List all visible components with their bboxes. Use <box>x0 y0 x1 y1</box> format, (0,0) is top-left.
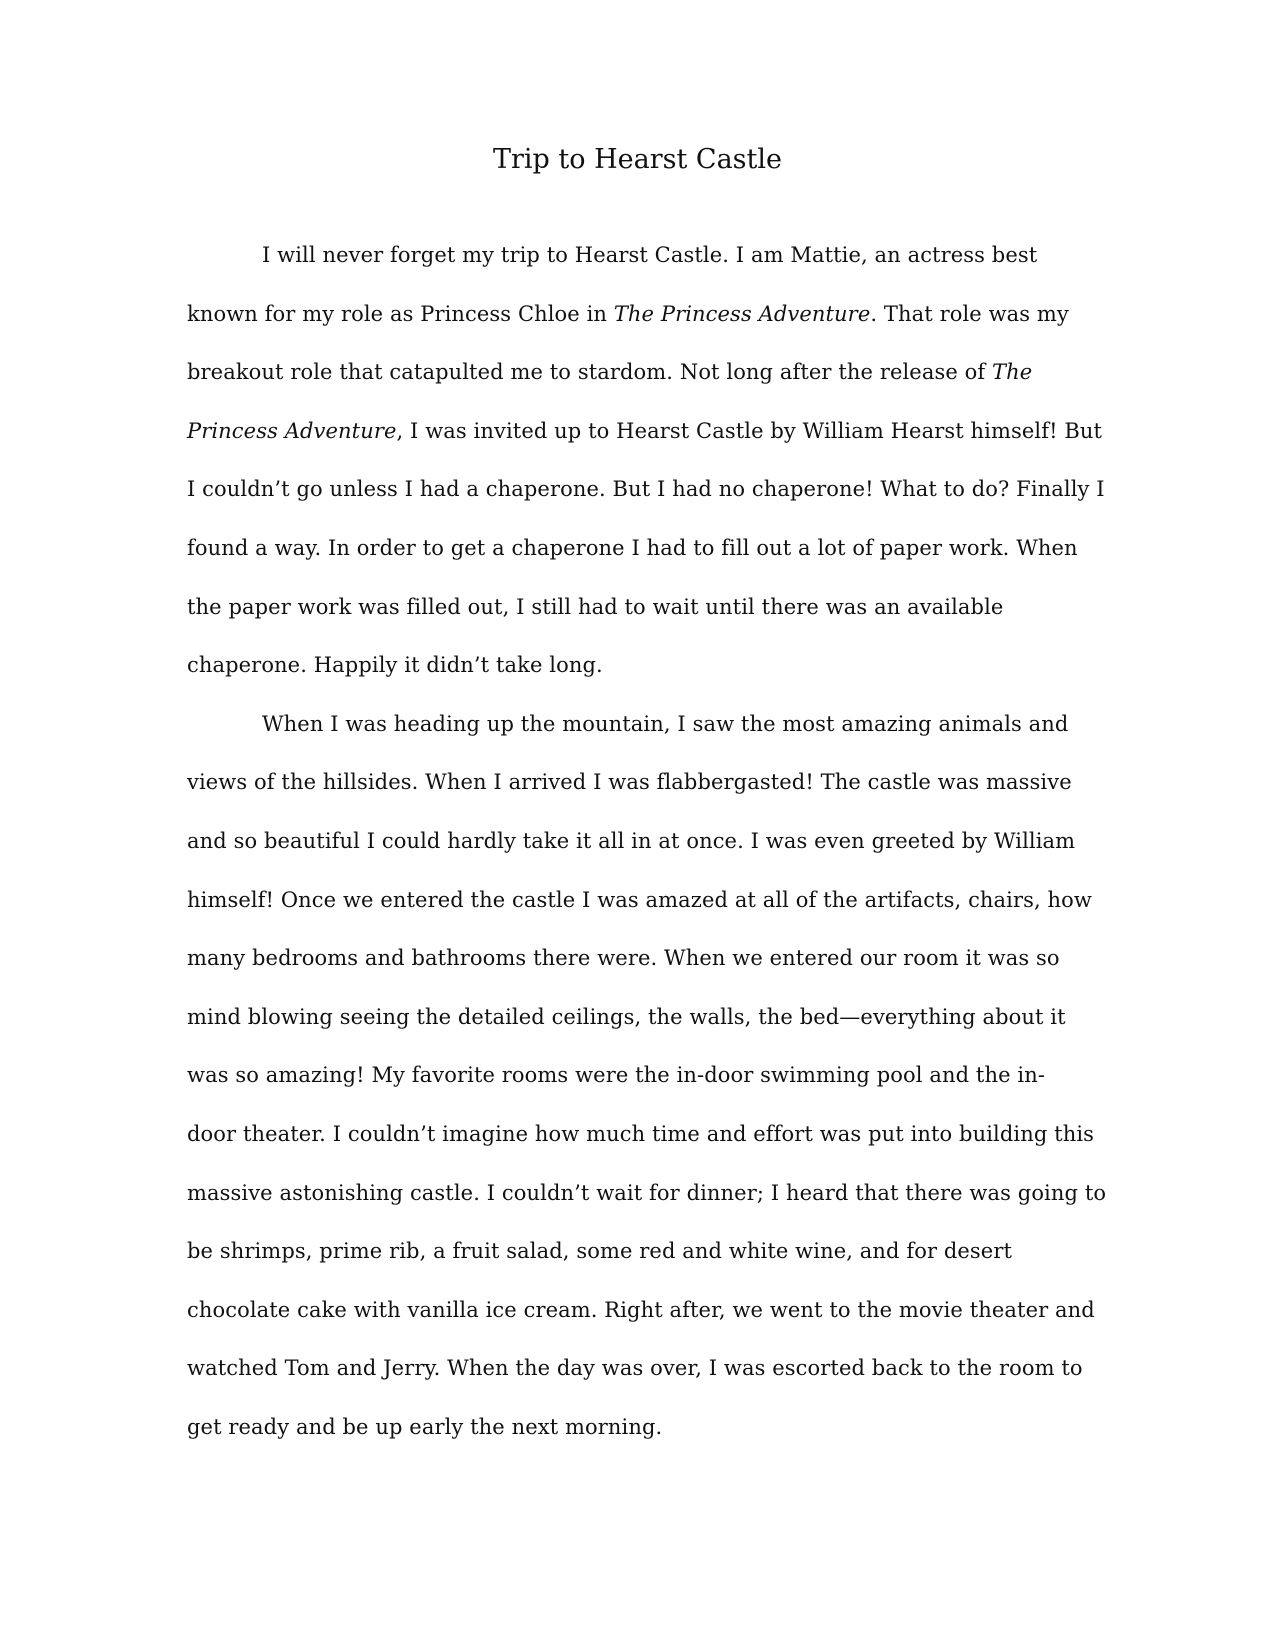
text-segment: I couldn’t go unless I had a chaperone. But I had no chaperone! What to do? Finally I <box>187 477 1105 502</box>
italic-text: The Princess Adventure <box>613 301 871 326</box>
text-segment: views of the hillsides. When I arrived I was flabbergasted! The castle was massive <box>187 770 1072 795</box>
text-segment: massive astonishing castle. I couldn’t wait for dinner; I heard that there was going to <box>187 1180 1107 1205</box>
text-line <box>187 885 1092 944</box>
text-segment: the paper work was filled out, I still had to wait until there was an available <box>187 594 1004 619</box>
text-line <box>187 1412 1087 1471</box>
text-segment: chaperone. Happily it didn’t take long. <box>187 653 603 678</box>
text-segment: found a way. In order to get a chaperone I had to fill out a lot of paper work. When <box>187 535 1078 560</box>
text-segment: I will never forget my trip to Hearst Castle. I am Mattie, an actress best <box>262 243 1038 267</box>
text-line <box>187 240 1087 299</box>
text-line <box>187 1002 1087 1061</box>
text-segment: many bedrooms and bathrooms there were. When we entered our room it was so <box>187 946 1060 971</box>
text-segment: get ready and be up early the next morning. <box>187 1414 663 1439</box>
text-line <box>187 943 1087 1002</box>
text-segment: breakout role that catapulted me to stardom. Not long after the release of <box>187 360 993 385</box>
text-line <box>187 357 1087 416</box>
paragraph <box>187 709 1107 1471</box>
text-line <box>187 474 1105 533</box>
text-segment: be shrimps, prime rib, a fruit salad, some red and white wine, and for desert <box>187 1239 1013 1264</box>
text-line <box>187 299 1087 358</box>
document-title: Trip to Hearst Castle <box>493 144 782 175</box>
text-segment: and so beautiful I could hardly take it all in at once. I was even greeted by William <box>187 828 1076 853</box>
document-body <box>187 240 1107 1470</box>
text-line <box>187 1236 1087 1295</box>
text-segment: watched Tom and Jerry. When the day was over, I was escorted back to the room to <box>187 1356 1083 1381</box>
text-segment: chocolate cake with vanilla ice cream. Right after, we went to the movie theater and <box>187 1297 1095 1322</box>
text-line <box>187 826 1087 885</box>
text-line <box>187 1119 1095 1178</box>
text-segment: When I was heading up the mountain, I saw the most amazing animals and <box>262 711 1069 736</box>
text-line <box>187 416 1103 475</box>
paragraph <box>187 240 1105 709</box>
text-line <box>187 592 1087 651</box>
italic-text: Princess Adventure <box>187 418 397 443</box>
text-segment: door theater. I couldn’t imagine how much time and effort was put into building this <box>187 1121 1095 1146</box>
text-line <box>187 767 1087 826</box>
text-line <box>187 1353 1087 1412</box>
text-segment: mind blowing seeing the detailed ceilings, the walls, the bed—everything about it <box>187 1004 1066 1029</box>
text-line <box>187 1178 1107 1237</box>
text-line <box>187 533 1087 592</box>
text-line <box>187 709 1087 768</box>
text-segment: . That role was my <box>870 301 1069 326</box>
text-line <box>187 1295 1095 1354</box>
text-segment: , I was invited up to Hearst Castle by William Hearst himself! But <box>396 418 1103 443</box>
text-line <box>187 650 1087 709</box>
text-segment: known for my role as Princess Chloe in <box>187 301 614 326</box>
text-line <box>187 1060 1087 1119</box>
text-segment: himself! Once we entered the castle I was amazed at all of the artifacts, chairs, how <box>187 887 1092 912</box>
text-segment: was so amazing! My favorite rooms were the in-door swimming pool and the in- <box>187 1063 1046 1088</box>
italic-text: The <box>992 360 1033 385</box>
